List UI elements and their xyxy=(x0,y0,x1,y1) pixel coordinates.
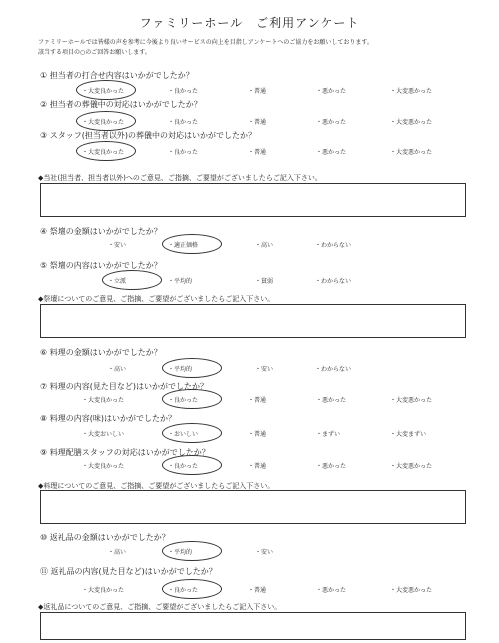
q2-option-2[interactable]: ・ 良かった xyxy=(168,117,198,126)
comment-box-3[interactable] xyxy=(40,490,466,524)
q6-option-4[interactable]: ・ わからない xyxy=(315,364,351,373)
page-title: ファミリーホール ご利用アンケート xyxy=(139,16,360,30)
q10-option-2[interactable]: ・ 平均的 xyxy=(168,547,192,556)
q2-option-1[interactable]: ・ 大変良かった xyxy=(82,117,124,126)
comment-box-2[interactable] xyxy=(40,304,466,338)
q10-option-1[interactable]: ・ 高い xyxy=(108,547,126,556)
question-4: ④ 祭壇の金額はいかがでしたか？ xyxy=(40,227,162,236)
q2-option-4[interactable]: ・ 悪かった xyxy=(316,117,346,126)
q8-option-5[interactable]: ・ 大変まずい xyxy=(390,429,426,438)
q8-option-4[interactable]: ・ まずい xyxy=(316,429,340,438)
q11-option-1[interactable]: ・ 大変良かった xyxy=(82,585,124,594)
question-5: ⑤ 祭壇の内容はいかがでしたか？ xyxy=(40,261,162,270)
question-6: ⑥ 料理の金額はいかがでしたか？ xyxy=(40,348,162,357)
comment-label-1: ◆当社(担当者、担当者以外)へのご意見、ご指摘、ご要望がございましたらご記入下さい。 xyxy=(38,174,322,182)
q11-option-2[interactable]: ・ 良かった xyxy=(168,585,198,594)
q2-option-3[interactable]: ・ 普通 xyxy=(248,117,266,126)
q3-option-2[interactable]: ・ 良かった xyxy=(168,147,198,156)
q3-option-5[interactable]: ・ 大変悪かった xyxy=(390,147,432,156)
q6-selected-circle xyxy=(162,358,222,378)
question-10: ⑩ 返礼品の金額はいかがでしたか？ xyxy=(40,533,170,542)
comment-label-2: ◆祭壇についてのご意見、ご指摘、ご要望がございましたらご記入下さい。 xyxy=(38,295,275,303)
q1-option-2[interactable]: ・ 良かった xyxy=(168,86,198,95)
question-7: ⑦ 料理の内容(見た目など)はいかがでしたか？ xyxy=(40,382,208,391)
q8-option-1[interactable]: ・ 大変おいしい xyxy=(82,429,124,438)
q10-selected-circle xyxy=(162,541,222,561)
q1-option-1[interactable]: ・ 大変良かった xyxy=(82,86,124,95)
q1-option-3[interactable]: ・ 普通 xyxy=(248,86,266,95)
q7-option-2[interactable]: ・ 良かった xyxy=(168,395,198,404)
q9-option-5[interactable]: ・ 大変悪かった xyxy=(390,461,432,470)
q4-option-4[interactable]: ・ わからない xyxy=(315,240,351,249)
q7-option-5[interactable]: ・ 大変悪かった xyxy=(390,395,432,404)
q7-option-1[interactable]: ・ 大変良かった xyxy=(82,395,124,404)
q10-option-3[interactable]: ・ 安い xyxy=(255,547,273,556)
q1-selected-circle xyxy=(76,80,136,100)
q1-option-4[interactable]: ・ 悪かった xyxy=(316,86,346,95)
q9-selected-circle xyxy=(162,455,222,475)
q1-option-5[interactable]: ・ 大変悪かった xyxy=(390,86,432,95)
q4-option-1[interactable]: ・ 安い xyxy=(108,240,126,249)
question-9: ⑨ 料理配膳スタッフの対応はいかがでしたか？ xyxy=(40,448,210,457)
q5-selected-circle xyxy=(102,270,162,290)
q7-option-3[interactable]: ・ 普通 xyxy=(248,395,266,404)
q6-option-2[interactable]: ・ 平均的 xyxy=(168,364,192,373)
q3-selected-circle xyxy=(76,141,136,161)
q5-option-2[interactable]: ・ 平均的 xyxy=(168,276,192,285)
q8-selected-circle xyxy=(162,423,222,443)
q4-option-3[interactable]: ・ 高い xyxy=(255,240,273,249)
q6-option-3[interactable]: ・ 安い xyxy=(255,364,273,373)
intro-line-2: 該当する項目の○のご回答お願いします。 xyxy=(38,49,151,56)
q2-option-5[interactable]: ・ 大変悪かった xyxy=(390,117,432,126)
q8-option-2[interactable]: ・ おいしい xyxy=(168,429,198,438)
question-11: ⑪ 返礼品の内容(見た目など)はいかがでしたか？ xyxy=(40,567,217,576)
comment-box-4[interactable] xyxy=(40,612,466,640)
q3-option-3[interactable]: ・ 普通 xyxy=(248,147,266,156)
q8-option-3[interactable]: ・ 普通 xyxy=(248,429,266,438)
q9-option-3[interactable]: ・ 普通 xyxy=(248,461,266,470)
question-3: ③ スタッフ(担当者以外)の葬儀中の対応はいかがでしたか？ xyxy=(40,131,256,140)
q3-option-1[interactable]: ・ 大変良かった xyxy=(82,147,124,156)
intro-line-1: ファミリーホールでは皆様の声を参考に今後より良いサービスの向上を目指しアンケートへのご協力をお願いしております。 xyxy=(38,39,373,46)
q11-selected-circle xyxy=(162,579,222,599)
q11-option-4[interactable]: ・ 悪かった xyxy=(316,585,346,594)
question-1: ① 担当者の打合せ内容はいかがでしたか？ xyxy=(40,71,194,80)
comment-label-4: ◆返礼品についてのご意見、ご指摘、ご要望がございましたらご記入下さい。 xyxy=(38,603,282,611)
q6-option-1[interactable]: ・ 高い xyxy=(108,364,126,373)
question-8: ⑧ 料理の内容(味)はいかがでしたか？ xyxy=(40,414,176,423)
question-2: ② 担当者の葬儀中の対応はいかがでしたか？ xyxy=(40,100,202,109)
q9-option-2[interactable]: ・ 良かった xyxy=(168,461,198,470)
q9-option-4[interactable]: ・ 悪かった xyxy=(316,461,346,470)
q2-selected-circle xyxy=(76,111,136,131)
q11-option-5[interactable]: ・ 大変悪かった xyxy=(390,585,432,594)
q3-option-4[interactable]: ・ 悪かった xyxy=(316,147,346,156)
q5-option-1[interactable]: ・ 立派 xyxy=(108,276,126,285)
q4-option-2[interactable]: ・ 適正価格 xyxy=(168,240,198,249)
q5-option-4[interactable]: ・ わからない xyxy=(315,276,351,285)
q11-option-3[interactable]: ・ 普通 xyxy=(248,585,266,594)
q7-selected-circle xyxy=(162,389,222,409)
q5-option-3[interactable]: ・ 貧弱 xyxy=(255,276,273,285)
q4-selected-circle xyxy=(162,234,222,254)
q7-option-4[interactable]: ・ 悪かった xyxy=(316,395,346,404)
comment-label-3: ◆料理についてのご意見、ご指摘、ご要望がございましたらご記入下さい。 xyxy=(38,482,275,490)
q9-option-1[interactable]: ・ 大変良かった xyxy=(82,461,124,470)
comment-box-1[interactable] xyxy=(40,183,466,217)
